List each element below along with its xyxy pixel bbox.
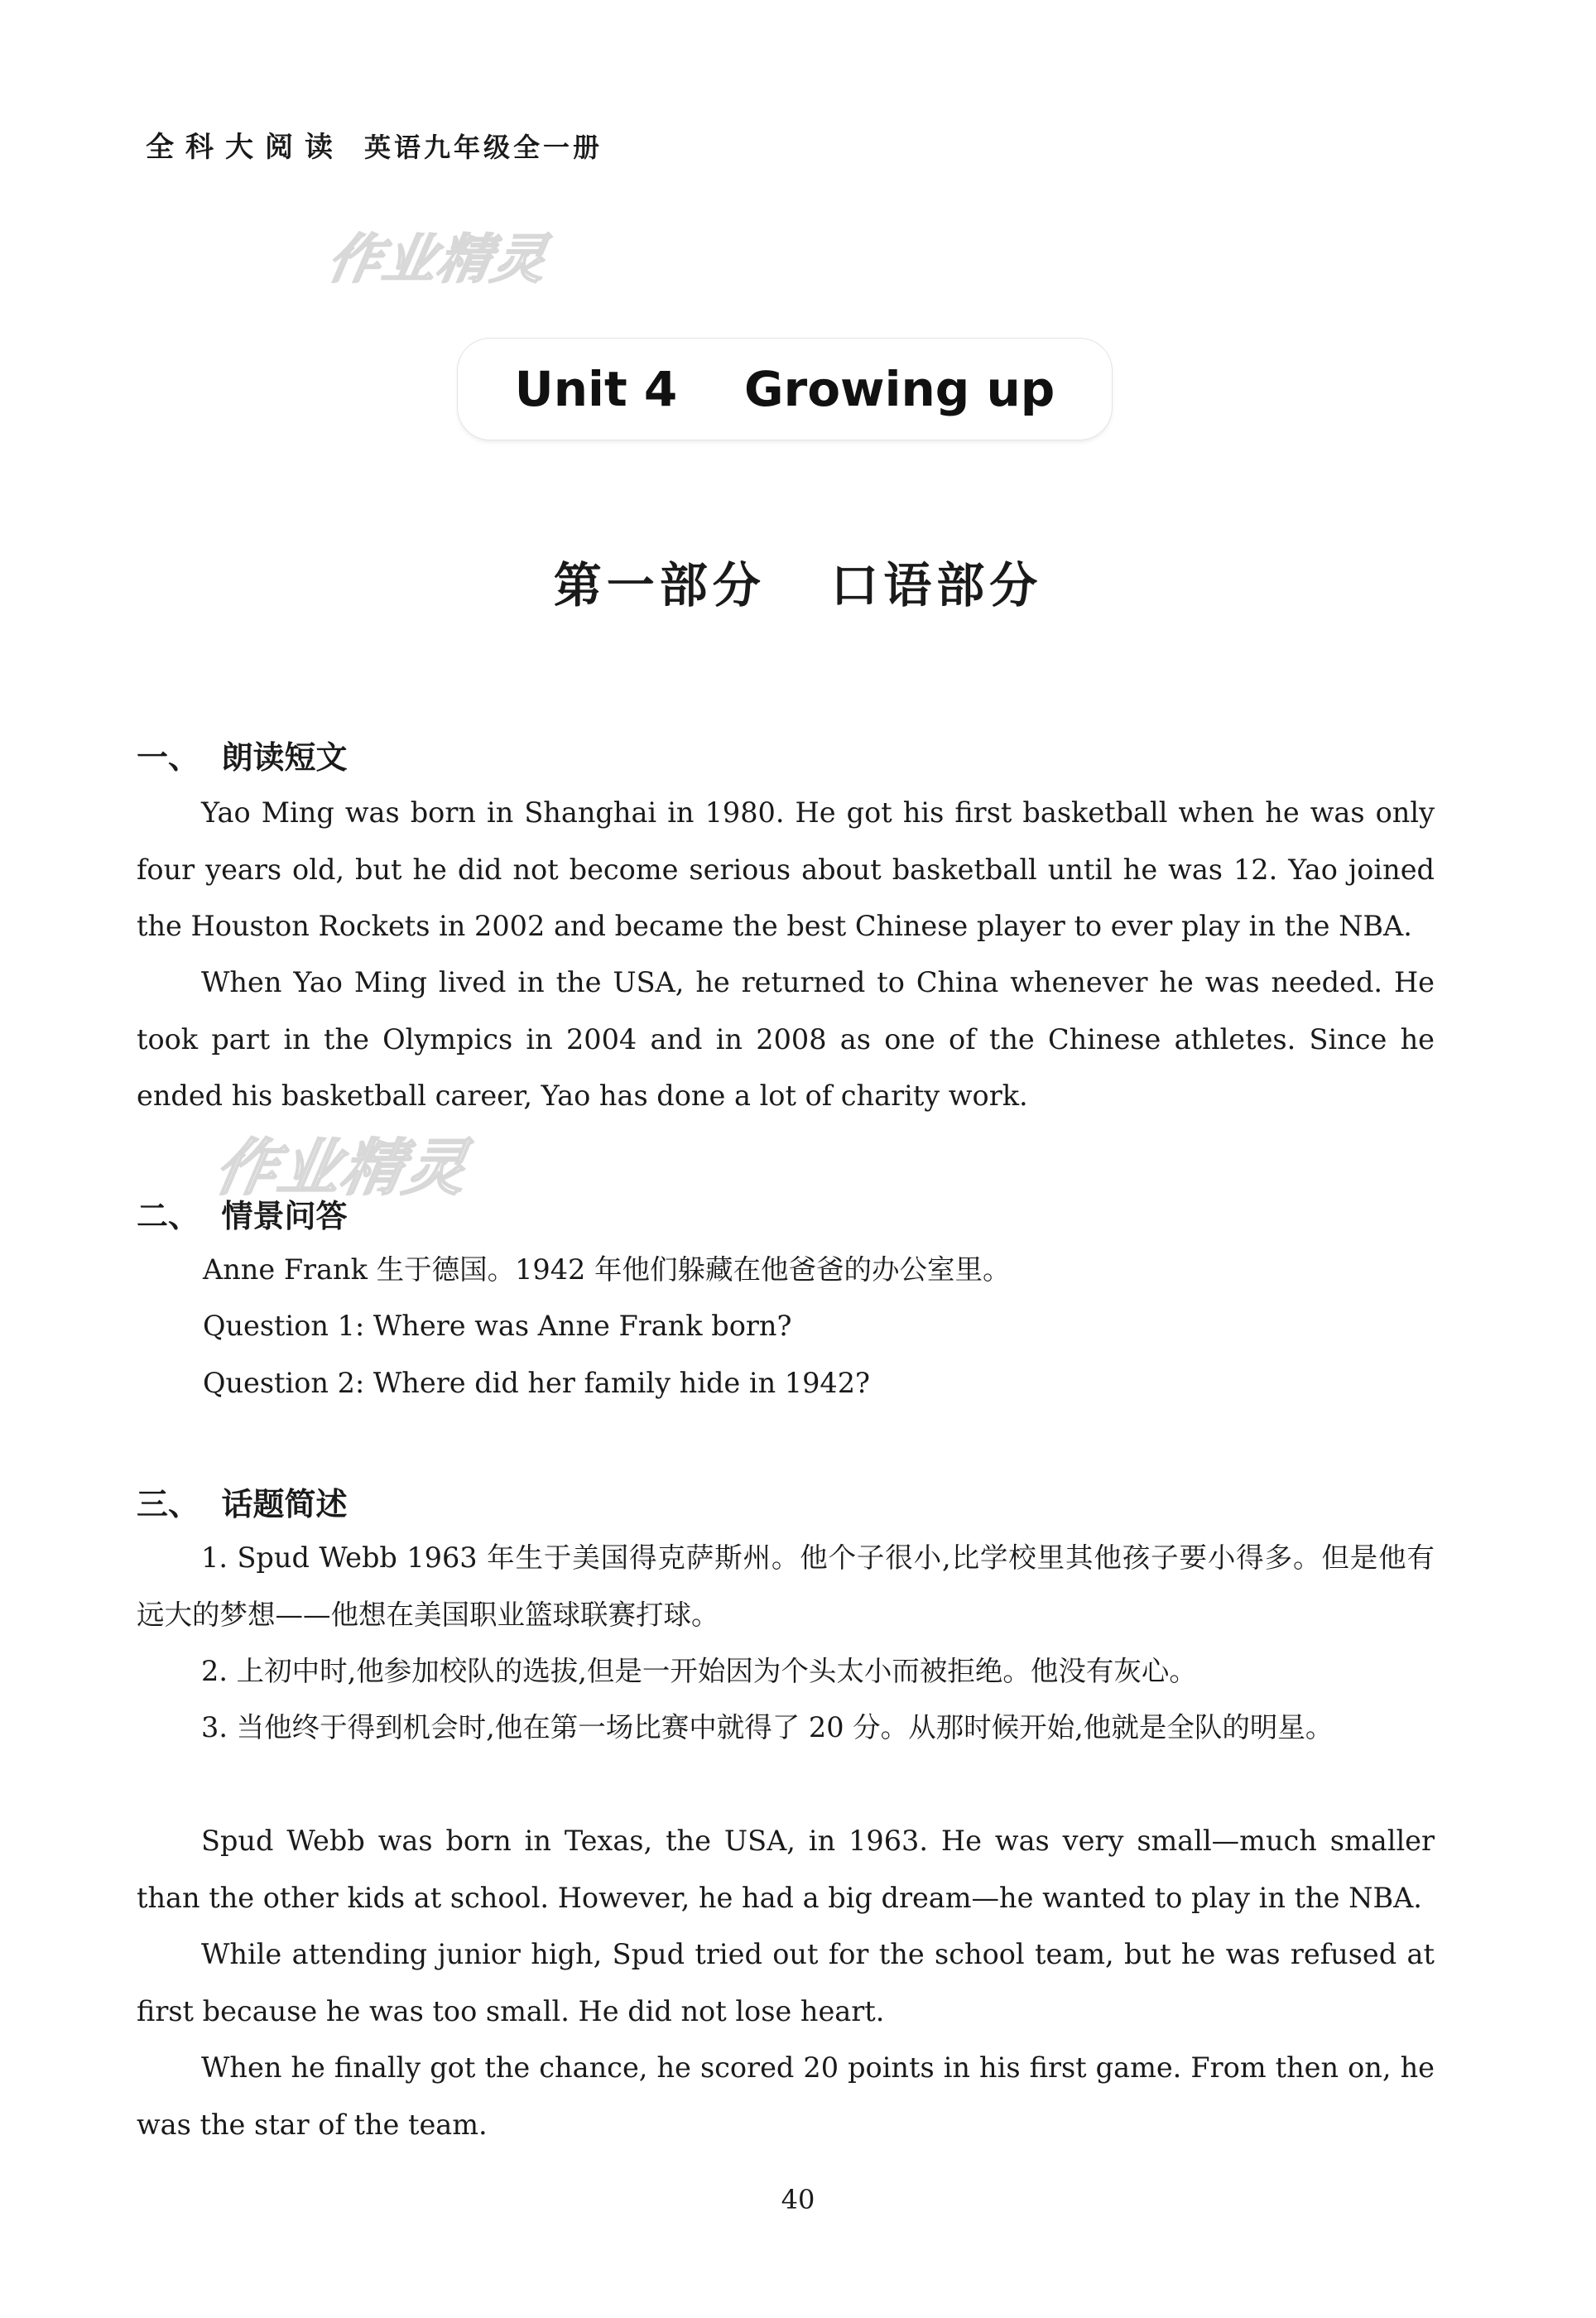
watermark-top: 作业精灵: [323, 229, 553, 291]
running-header: [146, 124, 603, 165]
topic-prompt-2: 2. 上初中时,他参加校队的选拔,但是一开始因为个头太小而被拒绝。他没有灰心。: [201, 1655, 1197, 1687]
book-title: 全科大阅读: [146, 131, 344, 164]
topic-paragraph-3: When he finally got the chance, he scored 20 points in his first game. From then on, he was the star of the team.: [137, 2051, 1435, 2141]
section-heading-reading: 一、 朗读短文: [137, 739, 348, 776]
unit-title-box: [457, 338, 1113, 440]
section-heading-qa: 二、 情景问答: [137, 1198, 348, 1234]
topic-paragraph-1: Spud Webb was born in Texas, the USA, in 1963. He was very small—much smaller than the other kids at school. However, he had a big dream—he wanted to play in the NBA.: [137, 1825, 1435, 1914]
reading-paragraph-1: Yao Ming was born in Shanghai in 1980. He got his first basketball when he was only four years old, but he did not become serious about basketball until he was 12. Yao joined the Houston Rockets in 2002 and became the best Chinese player to ever play in the NBA.: [137, 796, 1435, 942]
topic-paragraph-2: While attending junior high, Spud tried out for the school team, but he was refused at first because he was too small. He did not lose heart.: [137, 1938, 1435, 2027]
qa-question-1: Question 1: Where was Anne Frank born?: [203, 1310, 792, 1342]
topic-prompt-3: 3. 当他终于得到机会时,他在第一场比赛中就得了 20 分。从那时候开始,他就是全队的明星。: [201, 1711, 1334, 1743]
topic-prompt-1: 1. Spud Webb 1963 年生于美国得克萨斯州。他个子很小,比学校里其他孩子要小得多。但是他有远大的梦想——他想在美国职业篮球联赛打球。: [137, 1541, 1435, 1631]
section-heading-topic: 三、 话题简述: [137, 1486, 348, 1522]
qa-context: Anne Frank 生于德国。1942 年他们躲藏在他爸爸的办公室里。: [203, 1253, 1011, 1286]
qa-question-2: Question 2: Where did her family hide in 1942?: [203, 1367, 871, 1399]
book-subtitle: 英语九年级全一册: [364, 132, 603, 163]
reading-paragraph-2: When Yao Ming lived in the USA, he returned to China whenever he was needed. He took part in the Olympics in 2004 and in 2008 as one of the Chinese athletes. Since he ended his basketball career, Yao has done a lot of charity work.: [137, 966, 1435, 1112]
unit-title: Unit 4 Growing up: [514, 361, 1055, 417]
page-number: 40: [781, 2184, 815, 2215]
watermark-middle: 作业精灵: [209, 1133, 474, 1204]
part-title: 第一部分 口语部分: [553, 557, 1043, 613]
